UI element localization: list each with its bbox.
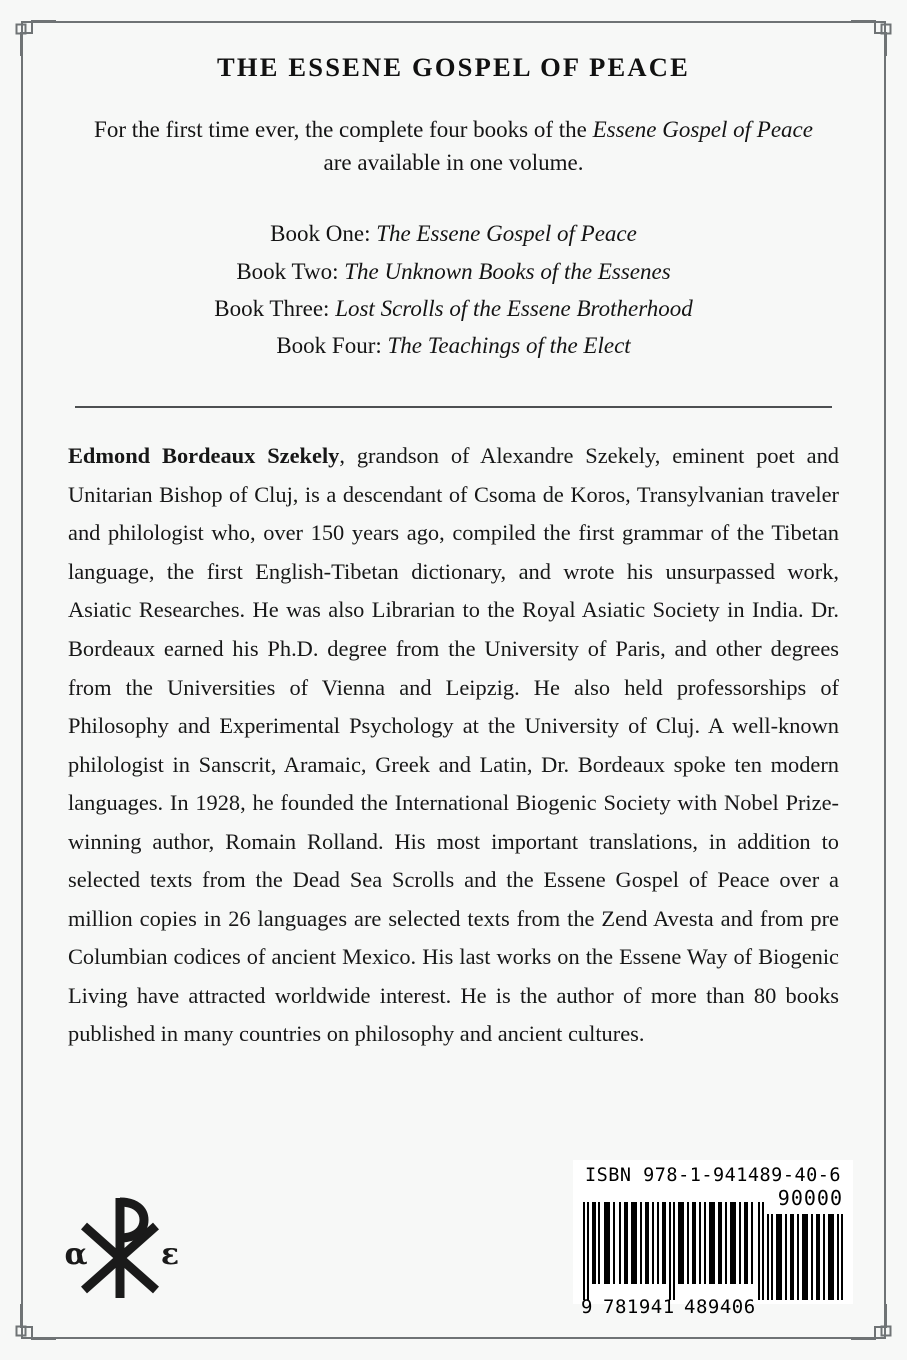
barcode-addon-bars xyxy=(767,1214,843,1300)
barcode-main-bars xyxy=(583,1202,765,1300)
intro-line2: are available in one volume. xyxy=(323,149,584,175)
chi-rho-icon xyxy=(60,1190,188,1302)
book-list-item-label: Book Three: xyxy=(214,295,336,321)
book-list-item-title: The Teachings of the Elect xyxy=(387,333,631,359)
book-list xyxy=(68,179,839,364)
corner-ornament-bottom-right xyxy=(851,1304,897,1350)
barcode-addon-digits: 90000 xyxy=(777,1186,843,1210)
book-list-item-title: The Unknown Books of the Essenes xyxy=(344,258,671,284)
isbn-text: ISBN 978-1-941489-40-6 xyxy=(584,1164,842,1186)
intro-blurb xyxy=(68,83,839,179)
intro-line1-before: For the first time ever, the complete four books of the xyxy=(94,117,593,142)
corner-ornament-bottom-left xyxy=(10,1304,56,1350)
author-biography xyxy=(68,408,839,1054)
publisher-logo xyxy=(60,1190,188,1302)
book-list-item-label: Book Four: xyxy=(276,333,388,359)
page-title: THE ESSENE GOSPEL OF PEACE xyxy=(217,52,690,82)
book-list-item xyxy=(68,253,839,290)
author-biography-text: , grandson of Alexandre Szekely, eminent poet and Unitarian Bishop of Cluj, is a descendant of Csoma de Koros, Transylvanian traveler and philologist who, over 150 years ago, compiled the first grammar of the Tibetan language, the first English-Tibetan dictionary, and wrote his unsurpassed work, Asiatic Researches. He was also Librarian to the Royal Asiatic Society in India. Dr. Bordeaux earned his Ph.D. degree from the University of Paris, and other degrees from the Universities of Vienna and Leipzig. He also held professorships of Philosophy and Experimental Psychology at the University of Cluj. A well-known philologist in Sanscrit, Aramaic, Greek and Latin, Dr. Bordeaux spoke ten modern languages. In 1928, he founded the International Biogenic Society with Nobel Prize-winning author, Romain Rolland. His most important translations, in addition to selected texts from the Dead Sea Scrolls and the Essene Gospel of Peace over a million copies in 26 languages are selected texts from the Zend Avesta and from pre Columbian codices of ancient Mexico. His last works on the Essene Way of Biogenic Living have attracted worldwide interest. He is the author of more than 80 books published in many countries on philosophy and ancient cultures. xyxy=(68,443,839,1047)
ean-first-digit: 9 xyxy=(581,1296,593,1318)
epsilon-glyph: ε xyxy=(160,1237,180,1272)
book-list-item xyxy=(68,215,839,252)
author-name: Edmond Bordeaux Szekely xyxy=(68,443,340,469)
barcode-block xyxy=(573,1160,853,1318)
ean-right-group: 489406 xyxy=(684,1296,756,1318)
book-list-item-label: Book One: xyxy=(270,221,377,247)
cover-footer xyxy=(54,1124,853,1318)
corner-ornament-top-left xyxy=(10,10,56,56)
intro-series-title: Essene Gospel of Peace xyxy=(592,117,813,142)
book-list-item-title: The Essene Gospel of Peace xyxy=(376,221,637,247)
book-list-item xyxy=(68,290,839,327)
corner-ornament-top-right xyxy=(851,10,897,56)
barcode-bars-row xyxy=(581,1186,845,1318)
book-list-item-title: Lost Scrolls of the Essene Brotherhood xyxy=(335,295,693,321)
ean-left-group: 781941 xyxy=(603,1296,675,1318)
book-list-item-label: Book Two: xyxy=(236,258,345,284)
alpha-glyph: α xyxy=(64,1237,88,1272)
book-list-item xyxy=(68,327,839,364)
